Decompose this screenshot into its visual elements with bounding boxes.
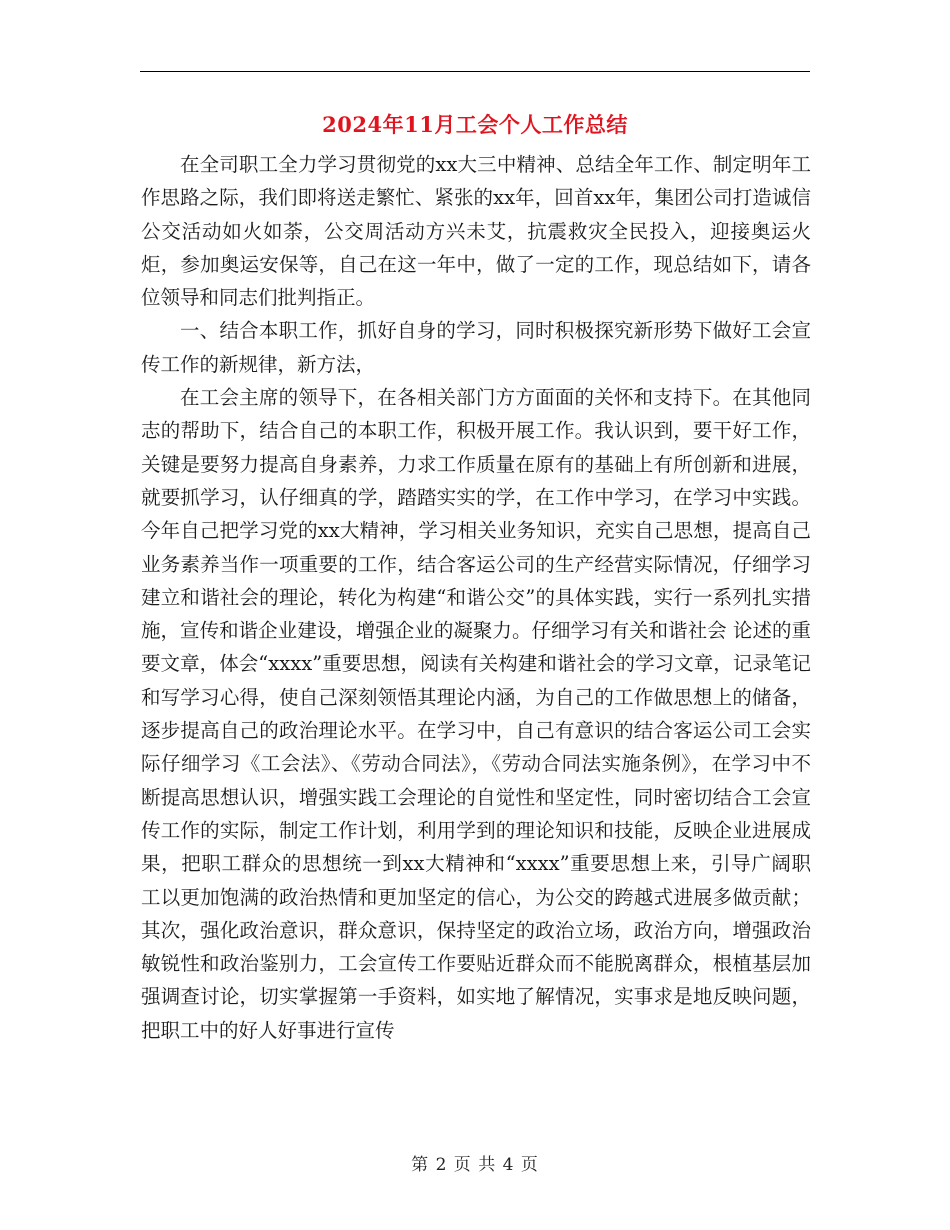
header-rule bbox=[140, 71, 810, 72]
paragraph-section-heading: 一、结合本职工作，抓好自身的学习，同时积极探究新形势下做好工会宣传工作的新规律，新方法， bbox=[141, 319, 811, 376]
paragraph-section-body: 在工会主席的领导下，在各相关部门方方面面的关怀和支持下。在其他同志的帮助下，结合自己的本职工作，积极开展工作。我认识到，要干好工作，关键是要努力提高自身素养，力求工作质量在原有的基础上有所创新和进展，就要抓学习，认仔细真的学，踏踏实实的学，在工作中学习，在学习中实践。今年自己把学习党的xx大精神，学习相关业务知识，充实自己思想，提高自己业务素养当作一项重要的工作，结合客运公司的生产经营实际情况，仔细学习建立和谐社会的理论，转化为构建“和谐公交”的具体实践，实行一系列扎实措施，宣传和谐企业建设，增强企业的凝聚力。仔细学习有关和谐社会 论述的重要文章，体会“xxxx”重要思想，阅读有关构建和谐社会的学习文章，记录笔记和写学习心得，使自己深刻领悟其理论内涵，为自己的工作做思想上的储备，逐步提高自己的政治理论水平。在学习中，自己有意识的结合客运公司工会实际仔细学习《工会法》、《劳动合同法》，《劳动合同法实施条例》，在学习中不断提高思想认识，增强实践工会理论的自觉性和坚定性，同时密切结合工会宣传工作的实际，制定工作计划，利用学到的理论知识和技能，反映企业进展成果，把职工群众的思想统一到xx大精神和“xxxx”重要思想上来，引导广阔职工以更加饱满的政治热情和更加坚定的信心，为公交的跨越式进展多做贡献；其次，强化政治意识，群众意识，保持坚定的政治立场，政治方向，增强政治敏锐性和政治鉴别力，工会宣传工作要贴近群众而不能脱离群众，根植基层加强调查讨论，切实掌握第一手资料，如实地了解情况，实事求是地反映问题，把职工中的好人好事进行宣传 bbox=[141, 386, 811, 1042]
document-title: 2024年11月工会个人工作总结 bbox=[322, 112, 628, 137]
paragraph-intro: 在全司职工全力学习贯彻党的xx大三中精神、总结全年工作、制定明年工作思路之际，我们即将送走繁忙、紧张的xx年，回首xx年，集团公司打造诚信公交活动如火如荼，公交周活动方兴未艾，抗震救灾全民投入，迎接奥运火炬，参加奥运安保等，自己在这一年中，做了一定的工作，现总结如下，请各位领导和同志们批判指正。 bbox=[141, 153, 811, 310]
page-number-footer: 第 2 页 共 4 页 bbox=[411, 1155, 539, 1175]
document-body bbox=[141, 148, 811, 1047]
